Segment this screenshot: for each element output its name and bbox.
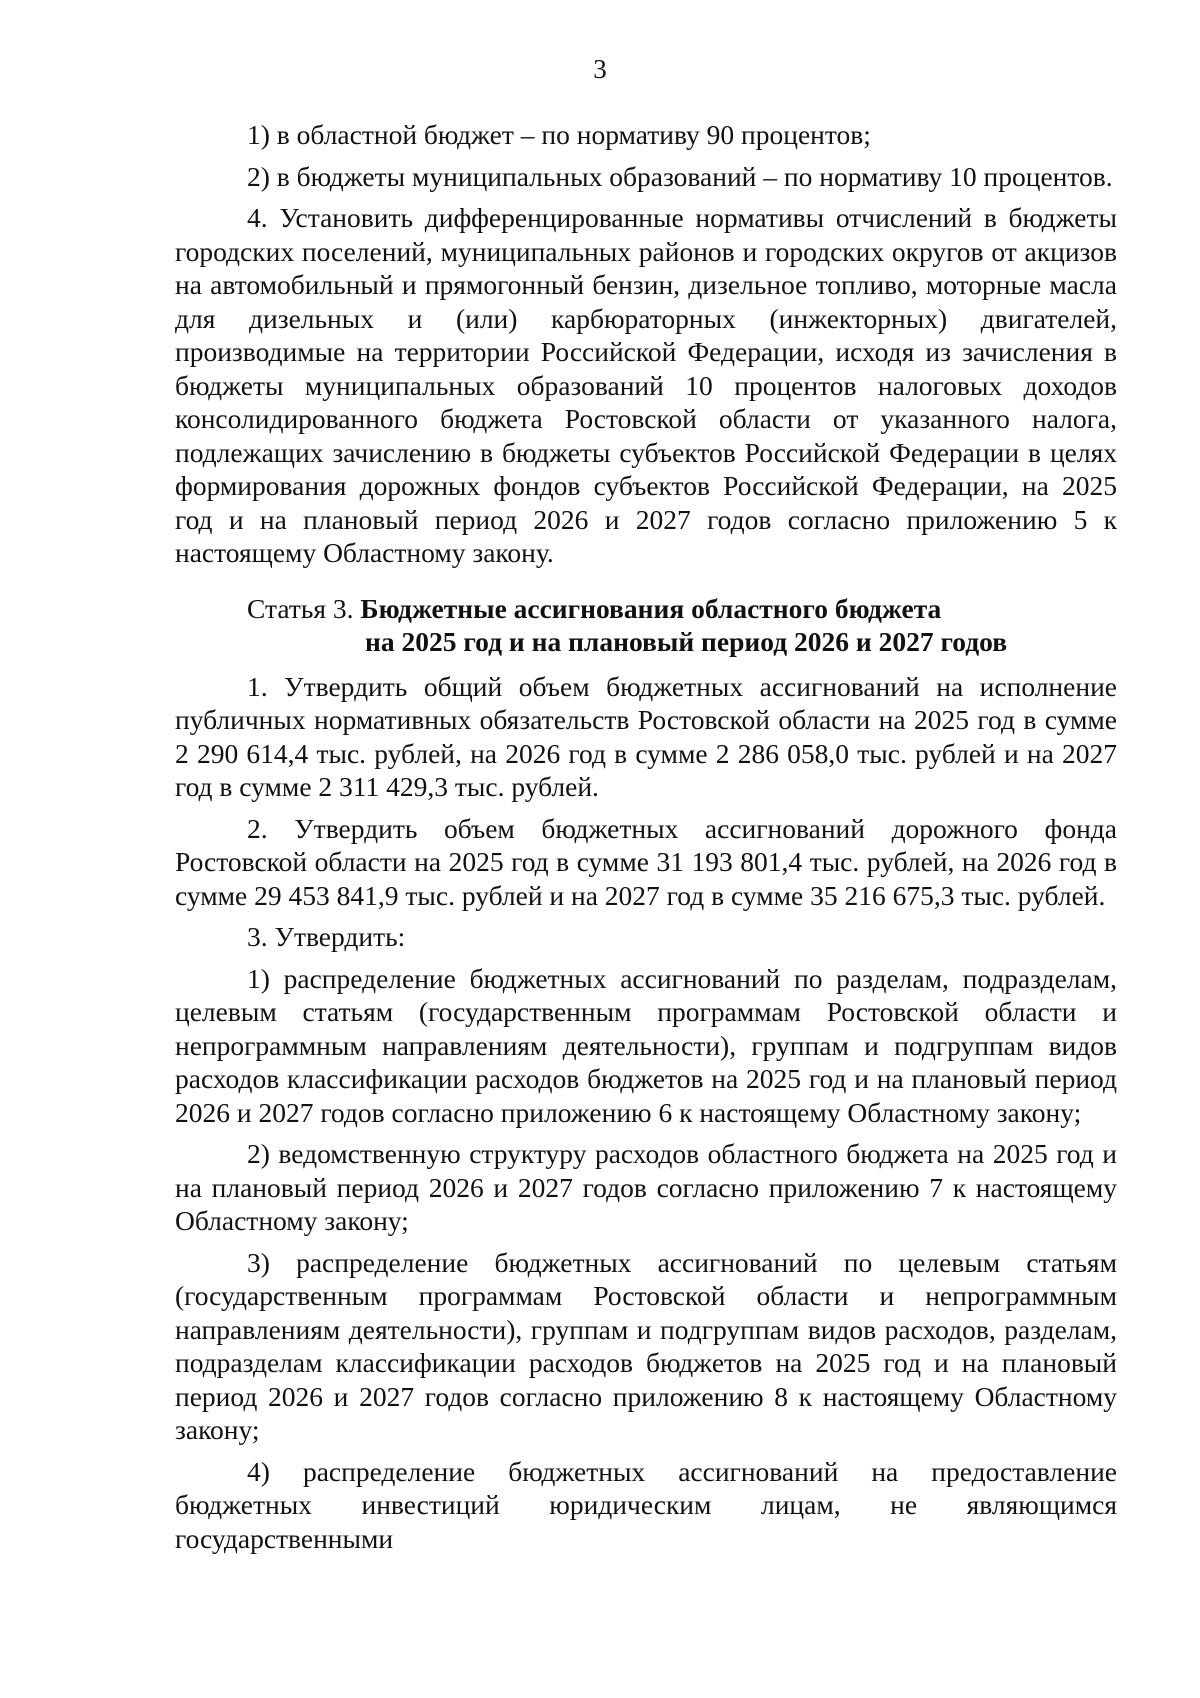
article-title-line-2: на 2025 год и на плановый период 2026 и 2027 годов [365,625,1008,657]
paragraph-item-2-departmental-structure: 2) ведомственную структуру расходов областного бюджета на 2025 год и на плановый период 2026 и 2027 годов согласно приложению 7 к настоящему Областному закону; [175,1138,1117,1236]
article-title-line-1: Бюджетные ассигнования областного бюджета [360,592,942,624]
article-heading [175,592,1117,658]
paragraph-item-1-distribution: 1) распределение бюджетных ассигнований по разделам, подразделам, целевым статьям (государственным программам Ростовской области и непрограммным направлениям деятельности), группам и подгруппам видов расходов классификации расходов бюджетов на 2025 год и на плановый период 2026 и 2027 годов согласно приложению 6 к настоящему Областному закону; [175,962,1117,1128]
article-number: Статья 3. [247,592,354,624]
paragraph-item-3-distribution-by-target: 3) распределение бюджетных ассигнований по целевым статьям (государственным программам Ростовской области и непрограммным направлениям деятельности), группам и подгруппам видов расходов, разделам, подразделам классификации расходов бюджетов на 2025 год и на плановый период 2026 и 2027 годов согласно приложению 8 к настоящему Областному закону; [175,1246,1117,1445]
paragraph-differentiated-norms: 4. Установить дифференцированные нормативы отчислений в бюджеты городских поселений, муниципальных районов и городских округов от акцизов на автомобильный и прямогонный бензин, дизельное топливо, моторные масла для дизельных и (или) карбюраторных (инжекторных) двигателей, производимые на территории Российской Федерации, исходя из зачисления в бюджеты муниципальных образований 10 процентов налоговых доходов консолидированного бюджета Ростовской области от указанного налога, подлежащих зачислению в бюджеты субъектов Российской Федерации в целях формирования дорожных фондов субъектов Российской Федерации, на 2025 год и на плановый период 2026 и 2027 годов согласно приложению 5 к настоящему Областному закону. [175,202,1117,568]
paragraph-regional-budget-share: 1) в областной бюджет – по нормативу 90 процентов; [247,119,871,150]
paragraph-item-4-investments: 4) распределение бюджетных ассигнований на предоставление бюджетных инвестиций юридическим лицам, не являющимся государственными [175,1455,1117,1554]
paragraph-road-fund: 2. Утвердить объем бюджетных ассигнований дорожного фонда Ростовской области на 2025 год в сумме 31 193 801,4 тыс. рублей, на 2026 год в сумме 29 453 841,9 тыс. рублей и на 2027 год в сумме 35 216 675,3 тыс. рублей. [175,812,1117,911]
paragraph-public-obligations: 1. Утвердить общий объем бюджетных ассигнований на исполнение публичных нормативных обязательств Ростовской области на 2025 год в сумме 2 290 614,4 тыс. рублей, на 2026 год в сумме 2 286 058,0 тыс. рублей и на 2027 год в сумме 2 311 429,3 тыс. рублей. [175,670,1117,802]
page-number: 3 [593,54,607,84]
paragraph-approve: 3. Утвердить: [247,921,406,952]
paragraph-municipal-budget-share: 2) в бюджеты муниципальных образований – по нормативу 10 процентов. [247,160,1113,192]
document-body [175,118,1117,1563]
